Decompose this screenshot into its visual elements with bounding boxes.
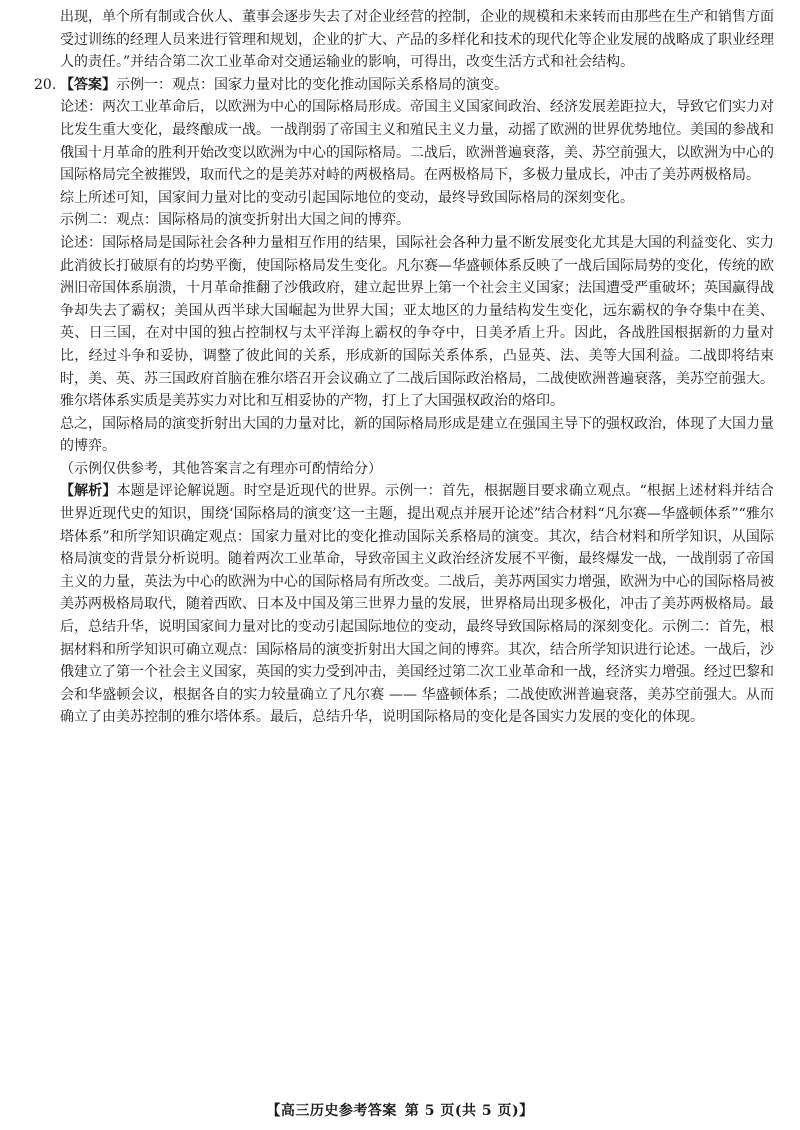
example2-summary: 总之，国际格局的演变折射出大国的力量对比，新的国际格局形成是建立在强国主导下的强权政治，体现了大国力量的博弈。 <box>60 415 774 455</box>
q20-answer-line <box>34 74 774 97</box>
answer-content <box>34 6 774 729</box>
example1-argument: 论述：两次工业革命后，以欧洲为中心的国际格局形成。帝国主义国家间政治、经济发展差距拉大，导致它们实力对比发生重大变化，最终酿成一战。一战削弱了帝国主义和殖民主义力量，动摇了欧洲的世界优势地位。美国的参战和俄国十月革命的胜利开始改变以欧洲为中心的国际格局。二战后，欧洲普遍衰落，美、苏空前强大，以欧洲为中心的国际格局完全被摧毁，取而代之的是美苏对峙的两极格局。在两极格局下，多极力量成长，冲击了美苏两极格局。 <box>60 99 774 184</box>
analysis-tag: 【解析】 <box>60 483 117 500</box>
example1-summary: 综上所述可知，国家间力量对比的变动引起国际地位的变动，最终导致国际格局的深刻变化。 <box>60 189 634 206</box>
analysis-text: 本题是评论解说题。时空是近现代的世界。示例一：首先，根据题目要求确立观点。“根据上述材料并结合世界近现代史的知识，围绕‘国际格局的演变’这一主题，提出观点并展开论述”结合材料“凡尔赛—华盛顿体系”“雅尔塔体系”和所学知识确定观点：国家力量对比的变化推动国际关系格局的演变。其次，结合材料和所学知识，从国际格局演变的背景分析说明。随着两次工业革命，导致帝国主义政治经济发展不平衡，最终爆发一战，一战削弱了帝国主义的力量，英法为中心的欧洲为中心的国际格局有所改变。二战后，美苏两国实力增强，欧洲为中心的国际格局被美苏两极格局取代，随着西欧、日本及中国及第三世界力量的发展，世界格局出现多极化，冲击了美苏两极格局。最后，总结升华，说明国家间力量对比的变动引起国际地位的变动，最终导致国际格局的深刻变化。示例二：首先，根据材料和所学知识可确立观点：国际格局的演变折射出大国之间的博弈。其次，结合所学知识进行论述。一战后，沙俄建立了第一个社会主义国家，英国的实力受到冲击，美国经过第二次工业革命和一战，经济实力增强。经过巴黎和会和华盛顿会议，根据各自的实力较量确立了凡尔赛 —— 华盛顿体系；二战使欧洲普遍衰落，美苏空前强大。从而确立了由美苏控制的雅尔塔体系。最后，总结升华，说明国际格局的变化是各国实力发展的变化的体现。 <box>60 483 775 726</box>
example2-view: 示例二：观点：国际格局的演变折射出大国之间的博弈。 <box>60 212 410 229</box>
grading-note: （示例仅供参考，其他答案言之有理亦可酌情给分） <box>60 460 382 477</box>
example2-argument: 论述：国际格局是国际社会各种力量相互作用的结果，国际社会各种力量不断发展变化尤其是大国的利益变化、实力此消彼长打破原有的均势平衡，使国际格局发生变化。凡尔赛—华盛顿体系反映了一战后国际局势的变化，传统的欧洲旧帝国体系崩溃，十月革命推翻了沙俄政府，建立起世界上第一个社会主义国家；法国遭受严重破坏；英国赢得战争却失去了霸权；美国从西半球大国崛起为世界大国；亚太地区的力量结构发生变化，远东霸权的争夺集中在美、英、日三国，在对中国的独占控制权与太平洋海上霸权的争夺中，日美矛盾上升。因此，各战胜国根据新的力量对比，经过斗争和妥协，调整了彼此间的关系，形成新的国际关系体系，凸显英、法、美等大国利益。二战即将结束时，美、英、苏三国政府首脑在雅尔塔召开会议确立了二战后国际政治格局，二战使欧洲普遍衰落，美苏空前强大。雅尔塔体系实质是美苏实力对比和互相妥协的产物，打上了大国强权政治的烙印。 <box>60 234 774 410</box>
page-footer <box>0 1100 800 1120</box>
question-number: 20. <box>34 76 57 93</box>
answer-tag: 【答案】 <box>60 76 116 93</box>
analysis-paragraph <box>34 480 774 729</box>
footer-page-number: 第 5 页(共 5 页)】 <box>404 1103 534 1119</box>
intro-paragraph: 出现，单个所有制或合伙人、董事会逐步失去了对企业经营的控制，企业的规模和未来转而由那些在生产和销售方面受过训练的经理人员来进行管理和规划，企业的扩大、产品的多样化和技术的现代化等企业发展的战略成了职业经理人的责任。”并结合第二次工业革命对交通运输业的影响，可得出，改变生活方式和社会结构。 <box>60 9 774 71</box>
example1-view: 示例一：观点：国家力量对比的变化推动国际关系格局的演变。 <box>116 76 508 93</box>
footer-title: 【高三历史参考答案 <box>266 1103 397 1119</box>
